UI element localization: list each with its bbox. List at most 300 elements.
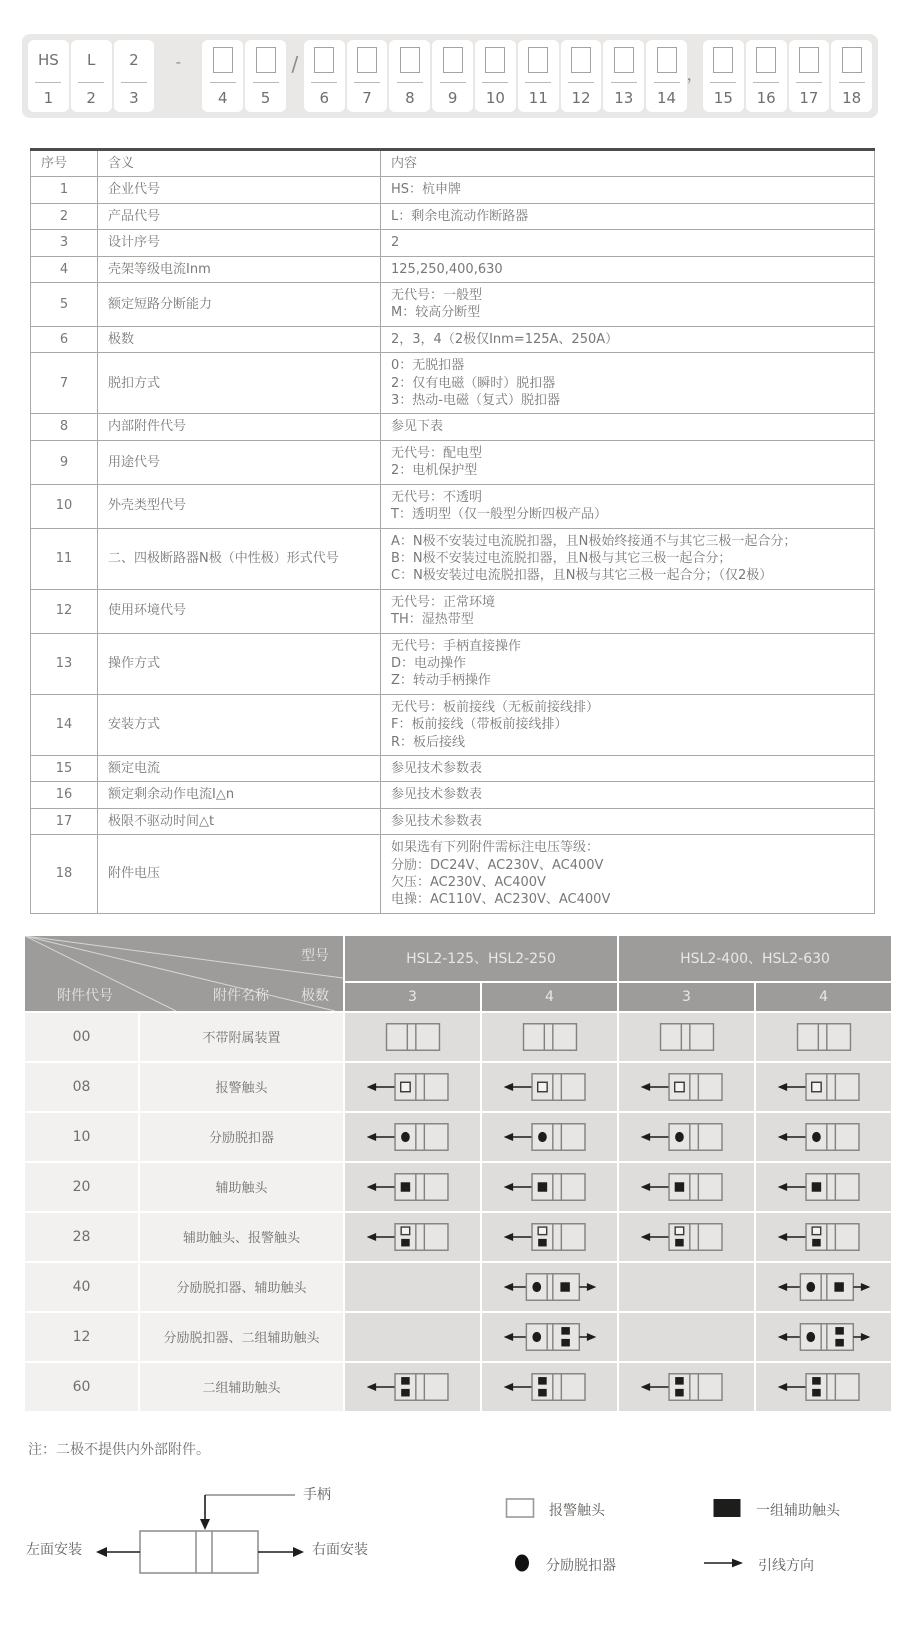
accessory-symbol-cell: [619, 1063, 756, 1113]
accessory-symbol-cell: [482, 1263, 619, 1313]
code-underline: [525, 82, 551, 83]
model-code-value: [713, 47, 733, 73]
accessory-symbol-aux: [635, 1166, 739, 1208]
accessory-table-row: [25, 1313, 893, 1363]
accessory-symbol-cell: [482, 1013, 619, 1063]
spec-cell-meaning: 设计序号: [98, 230, 381, 256]
accessory-symbol-cell: [619, 1013, 756, 1063]
spec-content-line: T：透明型（仅一般型分断四极产品）: [391, 507, 607, 523]
model-code-position-number: 15: [713, 89, 733, 107]
spec-content-line: L：剩余电流动作断路器: [391, 208, 529, 224]
spec-cell-meaning: 额定电流: [98, 755, 381, 781]
accessory-symbol-cell: [345, 1263, 482, 1313]
accessory-symbol-cell: [345, 1063, 482, 1113]
accessory-name-cell: 二组辅助触头: [140, 1363, 345, 1413]
code-underline: [611, 82, 637, 83]
code-underline: [78, 82, 104, 83]
accessory-symbol-alarm_aux: [635, 1216, 739, 1258]
model-code-card-17: [789, 40, 830, 112]
empty-code-box: [213, 47, 233, 73]
spec-content-line: 参见技术参数表: [391, 787, 483, 803]
spec-content-line: 0：无脱扣器: [391, 358, 465, 374]
accessory-symbol-plain: [361, 1016, 465, 1058]
empty-code-box: [842, 47, 862, 73]
accessory-symbol-cell: [482, 1363, 619, 1413]
spec-content-line: 分励：DC24V、AC230V、AC400V: [391, 857, 604, 873]
spec-cell-content: [381, 414, 875, 440]
spec-cell-content: [381, 326, 875, 352]
pole-header: 3: [619, 983, 756, 1013]
spec-table-row: [31, 589, 875, 633]
accessory-code-cell: 12: [25, 1313, 140, 1363]
spec-content-line: M：较高分断型: [391, 305, 481, 321]
accessory-name-cell: 报警触头: [140, 1063, 345, 1113]
spec-content-line: 电操：AC110V、AC230V、AC400V: [391, 892, 611, 908]
spec-table-row: [31, 755, 875, 781]
spec-cell-content: [381, 230, 875, 256]
spec-content-line: 无代号：正常环境: [391, 594, 496, 610]
spec-content-line: 2：仅有电磁（瞬时）脱扣器: [391, 375, 556, 391]
spec-table-row: [31, 484, 875, 528]
spec-cell-meaning: 使用环境代号: [98, 589, 381, 633]
spec-cell-content: [381, 835, 875, 914]
model-code-position-number: 3: [129, 89, 139, 107]
spec-cell-meaning: 外壳类型代号: [98, 484, 381, 528]
accessory-symbol-cell: [345, 1313, 482, 1363]
pole-header: 3: [345, 983, 482, 1013]
spec-cell-content: [381, 633, 875, 694]
accessory-code-cell: 10: [25, 1113, 140, 1163]
spec-cell-no: 13: [31, 633, 98, 694]
model-code-card-11: [518, 40, 559, 112]
right-mount-label: 右面安装: [312, 1541, 368, 1558]
model-group-header-2: HSL2-400、HSL2-630: [619, 936, 893, 983]
spec-content-line: 无代号：配电型: [391, 445, 483, 461]
model-code-value: [256, 47, 276, 73]
spec-cell-content: [381, 256, 875, 282]
spec-cell-content: [381, 694, 875, 755]
accessory-symbol-aux: [361, 1166, 465, 1208]
spec-cell-no: 7: [31, 353, 98, 414]
code-underline: [397, 82, 423, 83]
model-code-position-number: 5: [260, 89, 271, 107]
accessory-corner-header: [25, 936, 345, 1013]
code-underline: [753, 82, 779, 83]
model-code-value: [485, 47, 505, 73]
spec-content-line: 欠压：AC230V、AC400V: [391, 875, 546, 890]
spec-cell-meaning: 壳架等级电流Inm: [98, 256, 381, 282]
spec-cell-meaning: 脱扣方式: [98, 353, 381, 414]
model-code-card-8: [389, 40, 430, 112]
spec-cell-no: 15: [31, 755, 98, 781]
accessory-symbol-cell: [482, 1113, 619, 1163]
model-code-card-18: [831, 40, 872, 112]
spec-cell-meaning: 操作方式: [98, 633, 381, 694]
empty-code-box: [614, 47, 634, 73]
spec-table-row: [31, 414, 875, 440]
spec-content-line: HS：杭申牌: [391, 182, 462, 198]
accessory-symbol-aux: [772, 1166, 876, 1208]
accessory-symbol-cell: [482, 1213, 619, 1263]
spec-cell-no: 1: [31, 177, 98, 203]
model-code-card-4: [202, 40, 243, 112]
spec-header-no: 序号: [31, 150, 98, 177]
accessory-symbol-cell: [619, 1113, 756, 1163]
spec-cell-meaning: 额定短路分断能力: [98, 283, 381, 327]
accessory-symbol-cell: [482, 1313, 619, 1363]
corner-label-model: 型号: [301, 947, 329, 964]
accessory-symbol-alarm: [635, 1066, 739, 1108]
empty-code-box: [528, 47, 548, 73]
model-code-card-13: [603, 40, 644, 112]
spec-cell-meaning: 内部附件代号: [98, 414, 381, 440]
model-code-card-7: [347, 40, 388, 112]
model-code-value: [213, 47, 233, 73]
empty-code-box: [571, 47, 591, 73]
handle-label: 手柄: [303, 1486, 331, 1503]
accessory-symbol-shunt: [635, 1116, 739, 1158]
spec-header-row: [31, 150, 875, 177]
spec-content-line: D：电动操作: [391, 655, 467, 671]
code-underline: [839, 82, 865, 83]
spec-cell-meaning: 额定剩余动作电流I△n: [98, 782, 381, 808]
spec-cell-content: [381, 589, 875, 633]
accessory-symbol-aux: [498, 1166, 602, 1208]
spec-cell-no: 12: [31, 589, 98, 633]
spec-cell-no: 10: [31, 484, 98, 528]
empty-code-box: [400, 47, 420, 73]
empty-code-box: [756, 47, 776, 73]
accessory-symbol-2aux: [772, 1366, 876, 1408]
accessory-header-row-models: [25, 936, 893, 983]
model-group-header-1: HSL2-125、HSL2-250: [345, 936, 619, 983]
aux-contact-group-icon: [712, 1497, 742, 1523]
legend-item: [702, 1555, 814, 1575]
empty-code-box: [485, 47, 505, 73]
spec-content-line: 无代号：一般型: [391, 288, 483, 304]
spec-table-row: [31, 230, 875, 256]
spec-table-row: [31, 694, 875, 755]
accessory-code-cell: 60: [25, 1363, 140, 1413]
spec-content-line: 2，3，4（2极仅Inm=125A、250A）: [391, 331, 619, 347]
accessory-symbol-cell: [619, 1263, 756, 1313]
spec-content-line: A：N极不安装过电流脱扣器，且N极始终接通不与其它三极一起合分；: [391, 533, 797, 549]
accessory-symbol-cell: [619, 1363, 756, 1413]
accessory-symbol-2aux: [635, 1366, 739, 1408]
spec-content-line: 参见技术参数表: [391, 813, 483, 829]
accessory-symbol-cell: [619, 1313, 756, 1363]
model-code-value: [799, 47, 819, 73]
accessory-symbol-shunt: [772, 1116, 876, 1158]
code-underline: [311, 82, 337, 83]
model-code-position-number: 9: [447, 89, 458, 107]
spec-cell-content: [381, 353, 875, 414]
spec-table-row: [31, 633, 875, 694]
accessory-code-cell: 00: [25, 1013, 140, 1063]
accessory-symbol-shunt_2aux: [772, 1316, 876, 1358]
accessory-symbol-cell: [482, 1163, 619, 1213]
model-code-card-5: [245, 40, 286, 112]
model-code-value: [614, 47, 634, 73]
spec-cell-meaning: 安装方式: [98, 694, 381, 755]
empty-code-box: [314, 47, 334, 73]
model-code-card-14: [646, 40, 687, 112]
accessory-name-cell: 辅助触头、报警触头: [140, 1213, 345, 1263]
empty-code-box: [799, 47, 819, 73]
spec-table-row: [31, 528, 875, 589]
spec-cell-meaning: 企业代号: [98, 177, 381, 203]
spec-cell-meaning: 产品代号: [98, 203, 381, 229]
spec-cell-content: [381, 484, 875, 528]
model-code-position-number: 14: [657, 89, 677, 107]
accessory-symbol-shunt_aux: [498, 1266, 602, 1308]
accessory-code-cell: 08: [25, 1063, 140, 1113]
spec-cell-no: 14: [31, 694, 98, 755]
model-code-card-6: [304, 40, 345, 112]
spec-cell-no: 4: [31, 256, 98, 282]
accessory-symbol-shunt: [361, 1116, 465, 1158]
spec-table-row: [31, 835, 875, 914]
spec-cell-content: [381, 755, 875, 781]
separator-dash: -: [175, 53, 182, 71]
accessory-symbol-plain: [635, 1016, 739, 1058]
model-code-value: [357, 47, 377, 73]
spec-table-row: [31, 203, 875, 229]
spec-content-line: R：板后接线: [391, 734, 466, 750]
separator-slash: /: [291, 52, 299, 76]
model-code-value: [756, 47, 776, 73]
empty-code-box: [713, 47, 733, 73]
accessory-symbol-2aux: [361, 1366, 465, 1408]
accessory-code-cell: 20: [25, 1163, 140, 1213]
corner-label-poles: 极数: [301, 987, 329, 1004]
model-code-value: [842, 47, 862, 73]
spec-content-line: B：N极不安装过电流脱扣器，且N极与其它三极一起合分；: [391, 550, 732, 566]
model-code-value: [400, 47, 420, 73]
bottom-diagrams: [0, 1467, 900, 1642]
accessory-symbol-cell: [345, 1013, 482, 1063]
accessory-symbol-cell: [756, 1263, 893, 1313]
model-code-position-number: 17: [799, 89, 819, 107]
spec-cell-content: [381, 528, 875, 589]
spec-content-line: 无代号：手柄直接操作: [391, 638, 522, 654]
spec-content-line: TH：湿热带型: [391, 612, 474, 628]
spec-cell-content: [381, 177, 875, 203]
code-underline: [210, 82, 236, 83]
empty-code-box: [256, 47, 276, 73]
model-code-position-number: 1: [43, 89, 54, 107]
model-code-card-3: [114, 40, 155, 112]
accessory-symbol-plain: [498, 1016, 602, 1058]
accessory-table-row: [25, 1263, 893, 1313]
spec-cell-no: 5: [31, 283, 98, 327]
model-code-value: 2: [129, 51, 139, 69]
accessory-table-row: [25, 1163, 893, 1213]
model-code-value: [528, 47, 548, 73]
code-underline: [710, 82, 736, 83]
legend-label: 引线方向: [758, 1557, 814, 1574]
code-underline: [568, 82, 594, 83]
spec-cell-content: [381, 440, 875, 484]
spec-table: [30, 148, 875, 914]
model-code-card-12: [561, 40, 602, 112]
model-code-position-number: 10: [485, 89, 505, 107]
spec-table-row: [31, 256, 875, 282]
spec-cell-no: 6: [31, 326, 98, 352]
accessory-symbol-cell: [619, 1213, 756, 1263]
accessory-table: [25, 936, 893, 1413]
accessory-name-cell: 分励脱扣器、二组辅助触头: [140, 1313, 345, 1363]
legend-label: 报警触头: [549, 1502, 605, 1519]
accessory-symbol-cell: [756, 1063, 893, 1113]
spec-table-row: [31, 177, 875, 203]
lead-direction-icon: [702, 1555, 744, 1575]
spec-cell-no: 2: [31, 203, 98, 229]
model-code-position-number: 13: [614, 89, 634, 107]
model-code-value: [443, 47, 463, 73]
model-code-position-number: 12: [571, 89, 591, 107]
accessory-symbol-alarm: [498, 1066, 602, 1108]
spec-content-line: 参见下表: [391, 419, 444, 435]
legend-label: 一组辅助触头: [756, 1502, 840, 1519]
code-underline: [35, 82, 61, 83]
spec-content-line: 125,250,400,630: [391, 261, 503, 277]
spec-table-row: [31, 326, 875, 352]
model-code-position-number: 2: [86, 89, 96, 107]
empty-code-box: [443, 47, 463, 73]
separator-comma: ，: [686, 64, 704, 85]
spec-content-line: 3：热动-电磁（复式）脱扣器: [391, 393, 560, 409]
spec-cell-content: [381, 283, 875, 327]
model-code-card-16: [746, 40, 787, 112]
pole-header: 4: [482, 983, 619, 1013]
spec-cell-content: [381, 203, 875, 229]
alarm-contact-icon: [505, 1497, 535, 1523]
accessory-symbol-cell: [482, 1063, 619, 1113]
model-code-position-number: 6: [319, 89, 330, 107]
code-underline: [654, 82, 680, 83]
accessory-name-cell: 不带附属装置: [140, 1013, 345, 1063]
model-code-value: L: [86, 51, 96, 69]
spec-cell-no: 3: [31, 230, 98, 256]
model-code-card-9: [432, 40, 473, 112]
accessory-symbol-cell: [619, 1163, 756, 1213]
model-code-position-number: 11: [528, 89, 548, 107]
code-underline: [440, 82, 466, 83]
accessory-symbol-cell: [345, 1113, 482, 1163]
spec-header-meaning: 含义: [98, 150, 381, 177]
spec-content-line: 无代号：板前接线（无板前接线排）: [391, 699, 600, 715]
model-code-position-number: 16: [756, 89, 776, 107]
accessory-name-cell: 辅助触头: [140, 1163, 345, 1213]
accessory-symbol-cell: [345, 1213, 482, 1263]
accessory-symbol-shunt_aux: [772, 1266, 876, 1308]
corner-label-code: 附件代号: [57, 987, 113, 1004]
accessory-symbol-cell: [756, 1363, 893, 1413]
spec-cell-content: [381, 782, 875, 808]
code-underline: [796, 82, 822, 83]
spec-content-line: 2: [391, 235, 400, 251]
accessory-code-cell: 28: [25, 1213, 140, 1263]
accessory-table-row: [25, 1363, 893, 1413]
spec-cell-meaning: 二、四极断路器N极（中性极）形式代号: [98, 528, 381, 589]
model-code-position-number: 7: [362, 89, 372, 107]
accessory-symbol-alarm_aux: [361, 1216, 465, 1258]
spec-content-line: F：板前接线（带板前接线排）: [391, 717, 568, 733]
code-underline: [253, 82, 279, 83]
spec-content-line: 无代号：不透明: [391, 489, 483, 505]
model-code-card-2: [71, 40, 112, 112]
model-code-value: [571, 47, 591, 73]
accessory-symbol-plain: [772, 1016, 876, 1058]
spec-content-line: 如果选有下列附件需标注电压等级：: [391, 840, 600, 856]
model-code-card-15: [703, 40, 744, 112]
spec-content-line: C：N极安装过电流脱扣器，且N极与其它三极一起合分；（仅2极）: [391, 568, 773, 584]
spec-cell-meaning: 用途代号: [98, 440, 381, 484]
model-code-value: HS: [37, 51, 59, 69]
spec-cell-no: 16: [31, 782, 98, 808]
spec-cell-no: 18: [31, 835, 98, 914]
spec-cell-meaning: 附件电压: [98, 835, 381, 914]
accessory-symbol-cell: [345, 1363, 482, 1413]
spec-content-line: 参见技术参数表: [391, 760, 483, 776]
code-underline: [482, 82, 508, 83]
spec-table-row: [31, 353, 875, 414]
legend-label: 分励脱扣器: [546, 1557, 616, 1574]
spec-cell-content: [381, 808, 875, 834]
spec-header-content: 内容: [381, 150, 875, 177]
spec-cell-no: 11: [31, 528, 98, 589]
accessory-symbol-cell: [756, 1163, 893, 1213]
spec-content-line: Z：转动手柄操作: [391, 673, 491, 689]
empty-code-box: [657, 47, 677, 73]
pole-header: 4: [756, 983, 893, 1013]
model-code-position-number: 8: [405, 89, 415, 107]
accessory-code-cell: 40: [25, 1263, 140, 1313]
page: [0, 34, 900, 1642]
model-code-position-number: 4: [217, 89, 228, 107]
accessory-symbol-cell: [345, 1163, 482, 1213]
code-underline: [354, 82, 380, 83]
legend-item: [505, 1497, 605, 1523]
spec-table-row: [31, 283, 875, 327]
accessory-symbol-shunt_2aux: [498, 1316, 602, 1358]
accessory-name-cell: 分励脱扣器、辅助触头: [140, 1263, 345, 1313]
accessory-symbol-alarm_aux: [498, 1216, 602, 1258]
accessory-symbol-cell: [756, 1313, 893, 1363]
model-code-value: [314, 47, 334, 73]
legend-item: [512, 1551, 616, 1579]
spec-cell-meaning: 极数: [98, 326, 381, 352]
accessory-table-row: [25, 1063, 893, 1113]
spec-cell-meaning: 极限不驱动时间△t: [98, 808, 381, 834]
accessory-table-row: [25, 1213, 893, 1263]
accessory-symbol-cell: [756, 1013, 893, 1063]
shunt-release-icon: [512, 1551, 532, 1579]
accessory-symbol-cell: [756, 1213, 893, 1263]
spec-cell-no: 9: [31, 440, 98, 484]
accessory-table-row: [25, 1013, 893, 1063]
accessory-table-row: [25, 1113, 893, 1163]
note-text: 注：二极不提供内外部附件。: [28, 1441, 210, 1458]
spec-table-row: [31, 808, 875, 834]
spec-table-row: [31, 782, 875, 808]
model-code-band: [22, 34, 878, 118]
accessory-symbol-shunt: [498, 1116, 602, 1158]
model-code-value: [657, 47, 677, 73]
spec-cell-no: 17: [31, 808, 98, 834]
accessory-symbol-alarm_aux: [772, 1216, 876, 1258]
